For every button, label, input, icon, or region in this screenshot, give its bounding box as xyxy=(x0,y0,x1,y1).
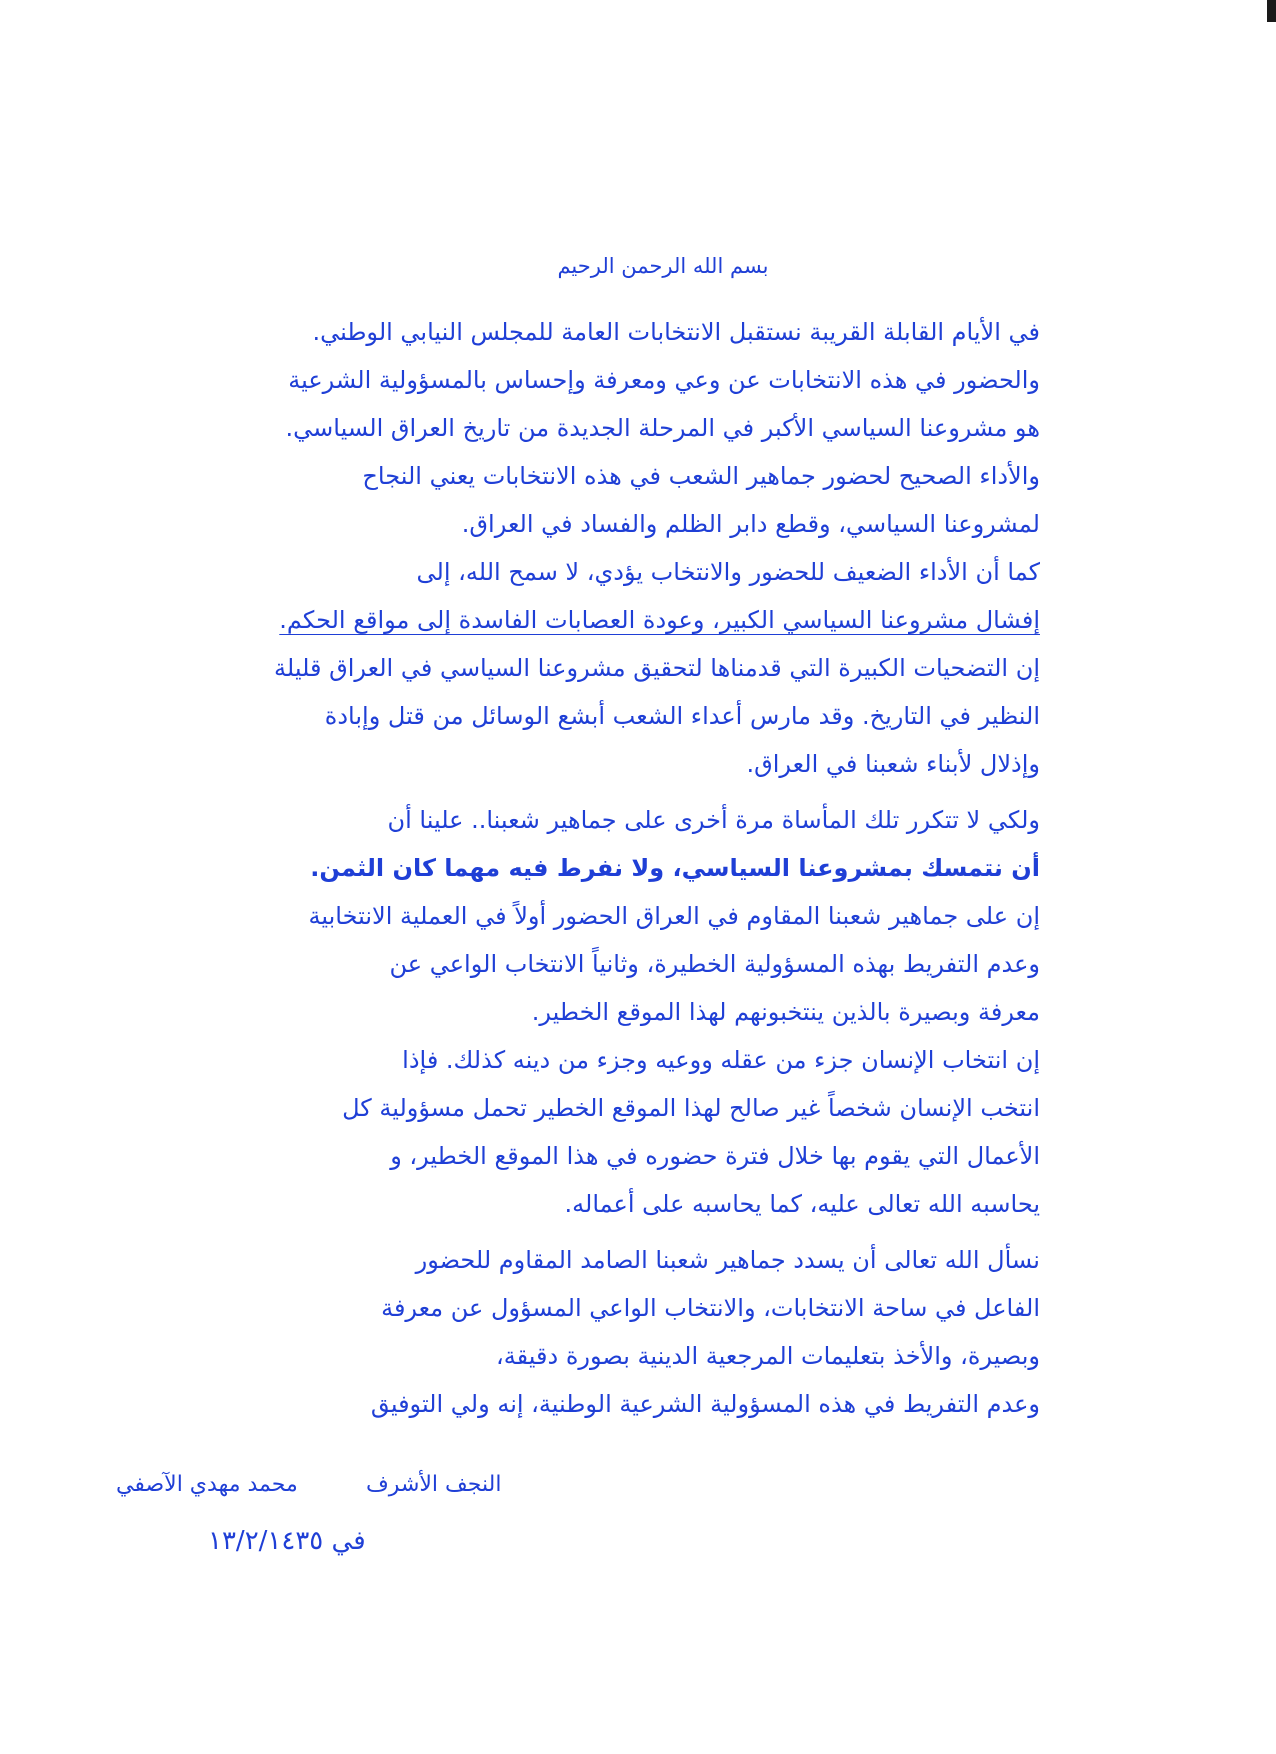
letter-line: هو مشروعنا السياسي الأكبر في المرحلة الجديدة من تاريخ العراق السياسي. xyxy=(285,414,1040,442)
letter-line: وعدم التفريط في هذه المسؤولية الشرعية الوطنية، إنه ولي التوفيق xyxy=(370,1390,1040,1418)
signatory-name: محمد مهدي الآصفي xyxy=(116,1472,298,1497)
letter-line: النظير في التاريخ. وقد مارس أعداء الشعب أبشع الوسائل من قتل وإبادة xyxy=(324,702,1040,730)
letter-line: لمشروعنا السياسي، وقطع دابر الظلم والفساد في العراق. xyxy=(461,510,1040,538)
letter-line: الأعمال التي يقوم بها خلال فترة حضوره في هذا الموقع الخطير، و xyxy=(390,1142,1040,1170)
letter-line: معرفة وبصيرة بالذين ينتخبونهم لهذا الموقع الخطير. xyxy=(531,998,1040,1026)
letter-line: وإذلال لأبناء شعبنا في العراق. xyxy=(746,750,1040,778)
letter-line: والحضور في هذه الانتخابات عن وعي ومعرفة وإحساس بالمسؤولية الشرعية xyxy=(288,366,1040,394)
letter-line: ولكي لا تتكرر تلك المأساة مرة أخرى على جماهير شعبنا.. علينا أن xyxy=(387,806,1040,834)
letter-line: إن التضحيات الكبيرة التي قدمناها لتحقيق مشروعنا السياسي في العراق قليلة xyxy=(274,654,1040,682)
letter-line: إفشال مشروعنا السياسي الكبير، وعودة العصابات الفاسدة إلى مواقع الحكم. xyxy=(279,606,1040,634)
letter-date: في ١٣/٢/١٤٣٥ xyxy=(208,1526,366,1556)
letter-line: والأداء الصحيح لحضور جماهير الشعب في هذه الانتخابات يعني النجاح xyxy=(362,462,1040,490)
scan-edge-mark xyxy=(1267,0,1276,22)
letter-line: في الأيام القابلة القريبة نستقبل الانتخابات العامة للمجلس النيابي الوطني. xyxy=(312,318,1040,346)
letter-body xyxy=(140,308,1040,1428)
letter-line: وبصيرة، والأخذ بتعليمات المرجعية الدينية بصورة دقيقة، xyxy=(496,1342,1040,1370)
letter-line: الفاعل في ساحة الانتخابات، والانتخاب الواعي المسؤول عن معرفة xyxy=(381,1294,1040,1322)
letter-line: يحاسبه الله تعالى عليه، كما يحاسبه على أعماله. xyxy=(564,1190,1040,1218)
letter-line: إن على جماهير شعبنا المقاوم في العراق الحضور أولاً في العملية الانتخابية xyxy=(308,902,1040,930)
letter-line: إن انتخاب الإنسان جزء من عقله ووعيه وجزء من دينه كذلك. فإذا xyxy=(402,1046,1040,1074)
letter-line: وعدم التفريط بهذه المسؤولية الخطيرة، وثانياً الانتخاب الواعي عن xyxy=(389,950,1040,978)
signature-place: النجف الأشرف xyxy=(366,1472,502,1497)
letter-line: انتخب الإنسان شخصاً غير صالح لهذا الموقع الخطير تحمل مسؤولية كل xyxy=(342,1094,1040,1122)
letter-line: أن نتمسك بمشروعنا السياسي، ولا نفرط فيه مهما كان الثمن. xyxy=(310,854,1040,882)
letter-line: نسأل الله تعالى أن يسدد جماهير شعبنا الصامد المقاوم للحضور xyxy=(415,1246,1040,1274)
letter-line: كما أن الأداء الضعيف للحضور والانتخاب يؤدي، لا سمح الله، إلى xyxy=(416,558,1040,586)
basmala-heading: بسم الله الرحمن الرحيم xyxy=(557,254,769,278)
